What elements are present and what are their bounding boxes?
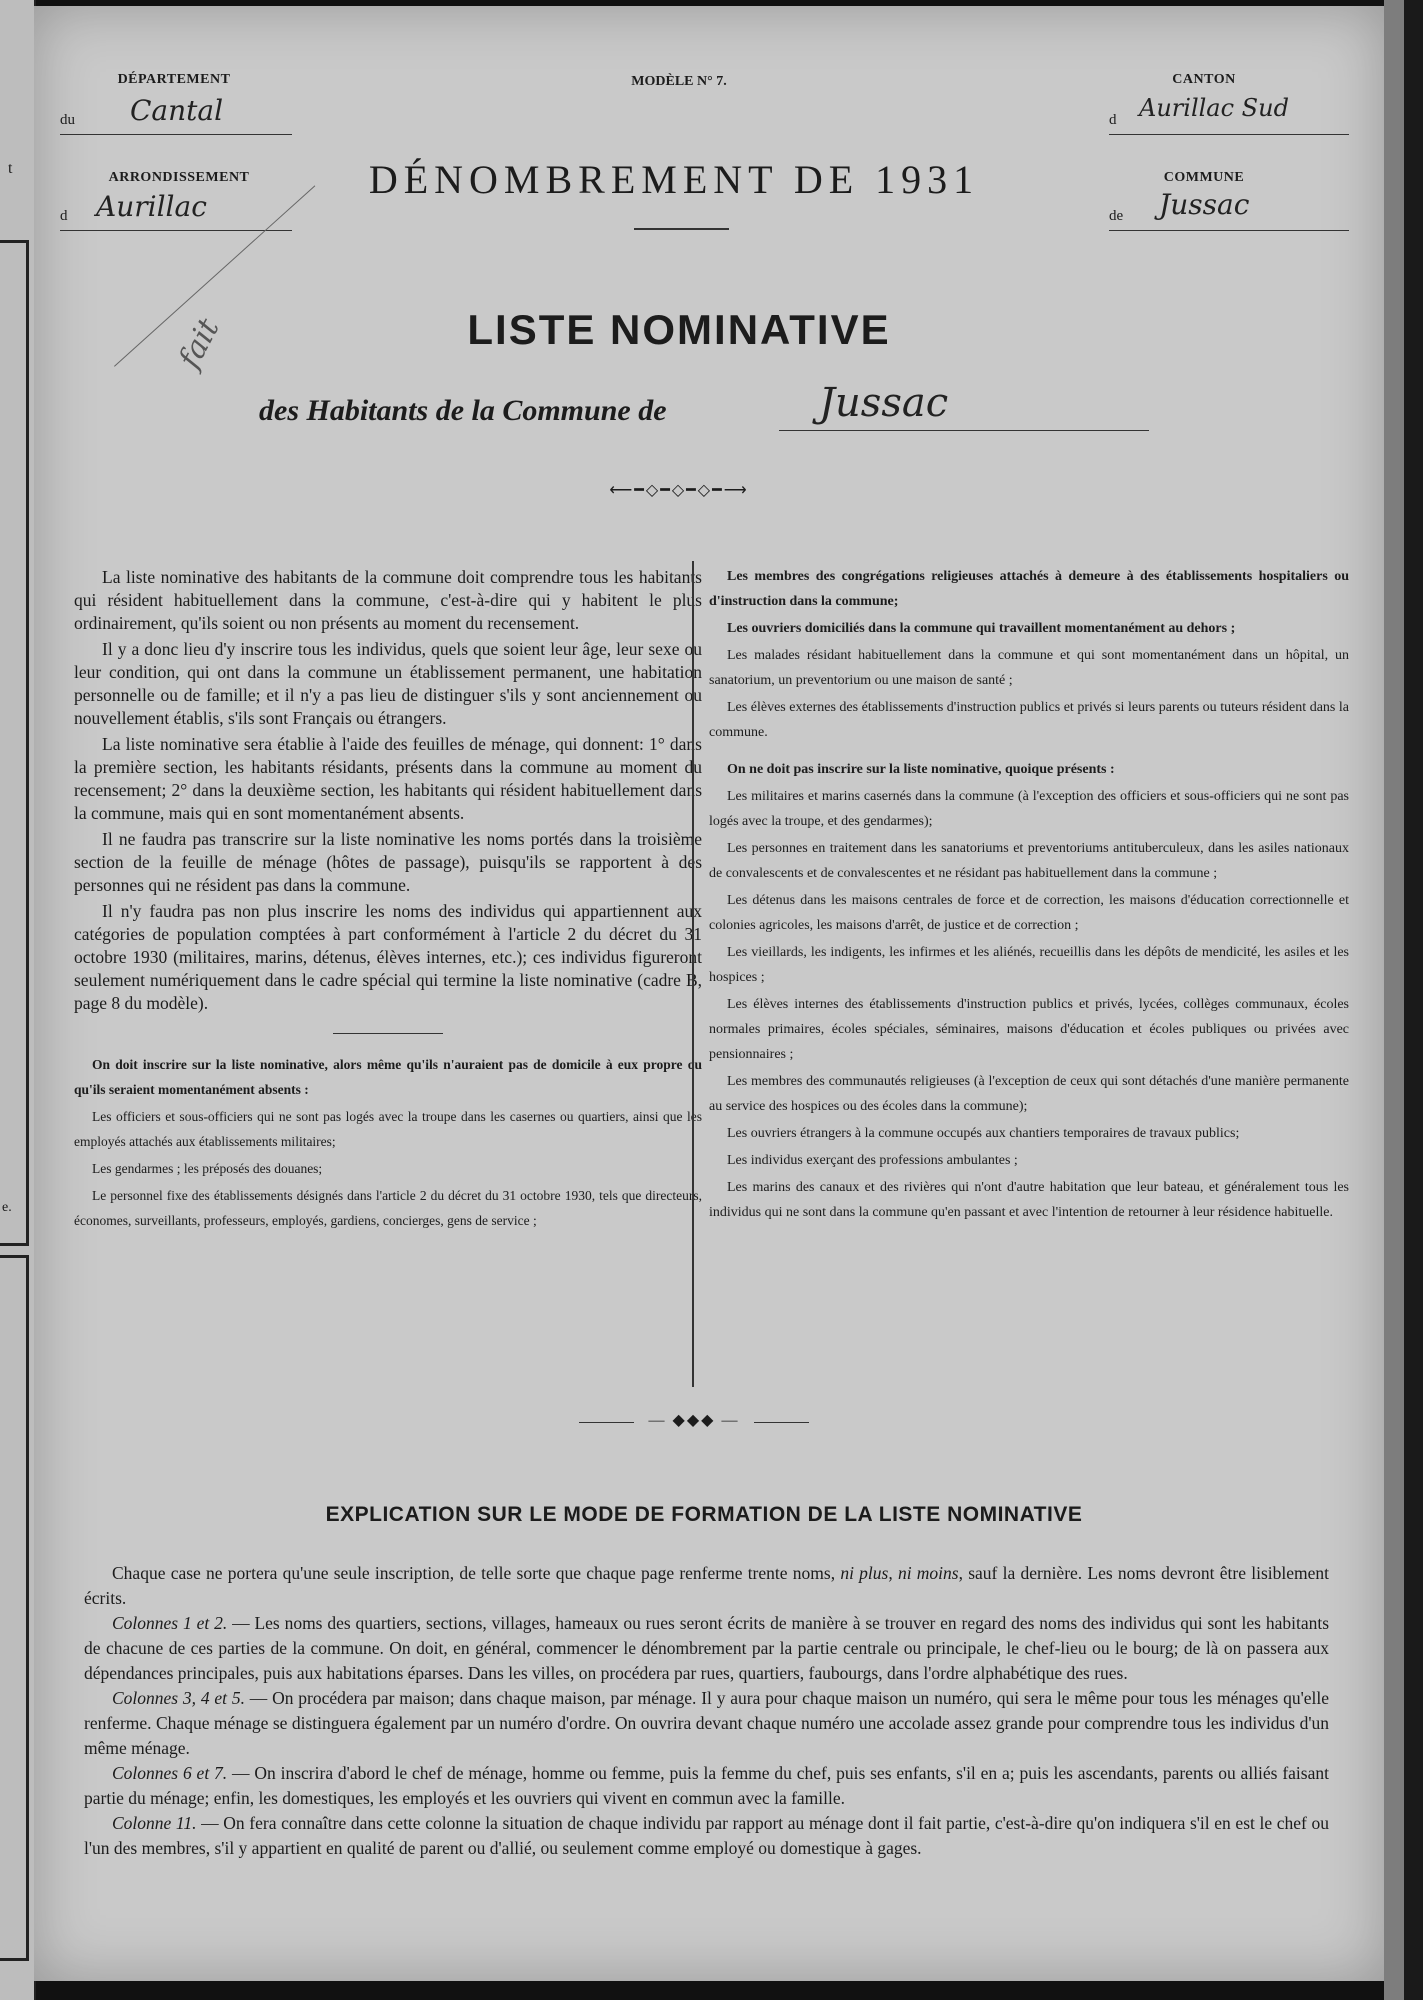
ornament-mark: — ◆◆◆ — <box>634 1410 754 1430</box>
exclusion-item: Les détenus dans les maisons centrales de force et de correction, les maisons d'éducation correctionnelle et colonies agricoles, les maisons d'arrêt, de justice et de correction ; <box>709 893 1349 933</box>
adjacent-page-fragment: e. <box>2 1200 12 1215</box>
explication-title: EXPLICATION SUR LE MODE DE FORMATION DE LA LISTE NOMINATIVE <box>325 1503 1083 1526</box>
instruction-paragraph: La liste nominative des habitants de la commune doit comprendre tous les habitants qui résident habituellement dans la commune, c'est-à-dire qui y habitent le plus ordinairement, qu'ils soient ou non présents au moment du recensement. <box>74 567 702 633</box>
canton-field: d Aurillac Sud <box>1109 98 1349 135</box>
explication-colonnes-3-4-5: Colonnes 3, 4 et 5. — On procédera par maison; dans chaque maison, par ménage. Il y aura pour chaque maison un numéro, qui sera le même pour tous les ménages qu'elle renferme. Chaque ménage se distinguera également par un numéro d'ordre. On ouvrira devant chaque numéro une accolade assez grande pour comprendre tous les individus d'un même ménage. <box>84 1688 1329 1758</box>
canton-label: CANTON <box>1172 72 1236 87</box>
ornament-rule: ⟵━◇━◇━◇━⟶ <box>609 482 749 499</box>
census-form-page <box>34 6 1384 1981</box>
title-rule <box>634 228 729 230</box>
liste-subtitle: des Habitants de la Commune de <box>259 394 667 427</box>
adjacent-page-frame <box>0 1255 29 1961</box>
canton-handwritten: Aurillac Sud <box>1139 94 1289 122</box>
ne-pas-inscrire-heading: On ne doit pas inscrire sur la liste nominative, quoique présents : <box>727 762 1115 777</box>
adjacent-page-fragment: t <box>8 160 13 177</box>
inscrire-item: Les officiers et sous-officiers qui ne sont pas logés avec la troupe dans les casernes ou quartiers, ainsi que les employés attachés aux établissements militaires; <box>74 1109 702 1149</box>
liste-commune-handwritten: Jussac <box>819 380 949 426</box>
inscrire-item: Les membres des congrégations religieuses attachés à demeure à des établissements hospitaliers ou d'instruction dans la commune; <box>709 569 1349 609</box>
inscrire-item: Le personnel fixe des établissements désignés dans l'article 2 du décret du 31 octobre 1930, tels que directeurs, économes, surveillants, professeurs, employés, gardiens, concierges, gens de service ; <box>74 1188 702 1228</box>
explication-body <box>84 1561 1329 1861</box>
explication-colonne-11: Colonne 11. — On fera connaître dans cette colonne la situation de chaque individu par rapport au ménage dont il fait partie, c'est-à-dire qu'on indiquera s'il en est le chef ou l'un des membres, s'il y appartient en qualité de parent ou d'allié, ou seulement comme employé ou domestique à gages. <box>84 1813 1329 1858</box>
instruction-paragraph: Il n'y faudra pas non plus inscrire les noms des individus qui appartiennent aux catégories de population comptées à part conformément à l'article 2 du décret du 31 octobre 1930 (militaires, marins, détenus, élèves internes, etc.); ces individus figureront seulement numériquement dans le cadre spécial qui termine la liste nominative (cadre B, page 8 du modèle). <box>74 901 702 1013</box>
exclusion-item: Les vieillards, les indigents, les infirmes et les aliénés, recueillis dans les dépôts de mendicité, les asiles et les hospices ; <box>709 945 1349 985</box>
exclusion-item: Les militaires et marins casernés dans la commune (à l'exception des officiers et sous-officiers qui ne sont pas logés avec la troupe, et des gendarmes); <box>709 789 1349 829</box>
inscrire-item: Les gendarmes ; les préposés des douanes; <box>92 1161 323 1176</box>
exclusion-item: Les marins des canaux et des rivières qui n'ont d'autre habitation que leur bateau, et généralement tous les individus qui ne sont dans la commune qu'en passant et avec l'intention de retourner à leur résidence habituelle. <box>709 1180 1349 1220</box>
explication-colonnes-6-7: Colonnes 6 et 7. — On inscrira d'abord le chef de ménage, homme ou femme, puis la femme du chef, puis ses enfants, s'il en a; puis les ascendants, parents ou alliés faisant partie du ménage; enfin, les domestiques, les employés et les ouvriers qui vivent en commun avec la famille. <box>84 1763 1329 1808</box>
page-title: DÉNOMBREMENT DE 1931 <box>368 157 980 202</box>
arrondissement-field: d Aurillac <box>60 196 292 231</box>
inscrire-item: Les malades résidant habituellement dans la commune et qui sont momentanément dans un hôpital, un sanatorium, un preventorium ou une maison de santé ; <box>709 648 1349 688</box>
binding-edge <box>1384 0 1423 2000</box>
column-divider <box>692 561 694 1387</box>
commune-underline <box>779 430 1149 431</box>
inscrire-item: Les ouvriers domiciliés dans la commune qui travaillent momentanément au dehors ; <box>727 621 1236 636</box>
departement-label: DÉPARTEMENT <box>117 72 231 87</box>
exclusion-item: Les personnes en traitement dans les sanatoriums et preventoriums antituberculeux, dans les asiles nationaux de convalescents et de convalescentes et ne résidant pas habituellement dans la commune ; <box>709 841 1349 881</box>
exclusion-item: Les ouvriers étrangers à la commune occupés aux chantiers temporaires de travaux publics; <box>727 1126 1240 1141</box>
inscrire-heading: On doit inscrire sur la liste nominative, alors même qu'ils n'auraient pas de domicile à eux propre ou qu'ils seraient momentanément absents : <box>74 1057 702 1097</box>
left-column <box>74 566 702 1235</box>
exclusion-item: Les membres des communautés religieuses (à l'exception de ceux qui sont détachés d'une manière permanente au service des hospices ou des écoles dans la commune); <box>709 1074 1349 1114</box>
adjacent-page-frame <box>0 240 29 1246</box>
explication-intro: Chaque case ne portera qu'une seule inscription, de telle sorte que chaque page renferme trente noms, ni plus, ni moins, sauf la dernière. Les noms devront être lisiblement écrits. <box>84 1563 1329 1608</box>
instruction-paragraph: La liste nominative sera établie à l'aide des feuilles de ménage, qui donnent: 1° dans la première section, les habitants résidants, présents dans la commune au moment du recensement; 2° dans la deuxième section, les habitants qui résident habituellement dans la commune, mais qui en sont momentanément absents. <box>74 734 702 823</box>
section-rule <box>333 1033 443 1034</box>
liste-title: LISTE NOMINATIVE <box>467 306 891 353</box>
arrondissement-handwritten: Aurillac <box>96 190 207 223</box>
pencil-annotation: fait <box>114 266 374 466</box>
instruction-paragraph: Il y a donc lieu d'y inscrire tous les individus, quels que soient leur âge, leur sexe ou leur condition, qui ont dans la commune un établissement permanent, une habitation personnelle ou de famille; et il n'y a pas lieu de distinguer s'ils y sont anciennement ou nouvellement établis, s'ils sont Français ou étrangers. <box>74 639 702 728</box>
exclusion-item: Les individus exerçant des professions ambulantes ; <box>727 1153 1018 1168</box>
commune-field: de Jussac <box>1109 196 1349 231</box>
modele-number: MODÈLE N° 7. <box>631 74 727 89</box>
liste-subtitle-row <box>259 380 1159 434</box>
right-column <box>709 564 1349 1227</box>
commune-label: COMMUNE <box>1163 170 1245 185</box>
adjacent-page-strip <box>0 0 36 2000</box>
commune-handwritten: Jussac <box>1159 188 1250 221</box>
instruction-paragraph: Il ne faudra pas transcrire sur la liste nominative les noms portés dans la troisième section de la feuille de ménage (hôtes de passage), puisqu'ils se rapportent à des personnes qui ne résident pas dans la commune. <box>74 829 702 895</box>
departement-field: du Cantal <box>60 98 292 135</box>
departement-handwritten: Cantal <box>130 94 224 127</box>
exclusion-item: Les élèves internes des établissements d'instruction publics et privés, lycées, collèges communaux, écoles normales primaires, écoles spéciales, séminaires, maisons d'éducation et écoles publiques ou privées avec pensionnaires ; <box>709 997 1349 1062</box>
inscrire-item: Les élèves externes des établissements d'instruction publics et privés si leurs parents ou tuteurs résident dans la commune. <box>709 700 1349 740</box>
arrondissement-label: ARRONDISSEMENT <box>108 170 250 185</box>
explication-colonnes-1-2: Colonnes 1 et 2. — Les noms des quartiers, sections, villages, hameaux ou rues seront écrits de manière à se trouver en regard des noms des individus qui sont les habitants de chacune de ces parties de la commune. On doit, en général, commencer le dénombrement par la partie centrale ou principale, le chef-lieu ou le bourg; de là on passera aux dépendances principales, puis aux habitations éparses. Dans les villes, on procédera par rues, quartiers, faubourgs, dans l'ordre alphabétique des rues. <box>84 1613 1330 1683</box>
